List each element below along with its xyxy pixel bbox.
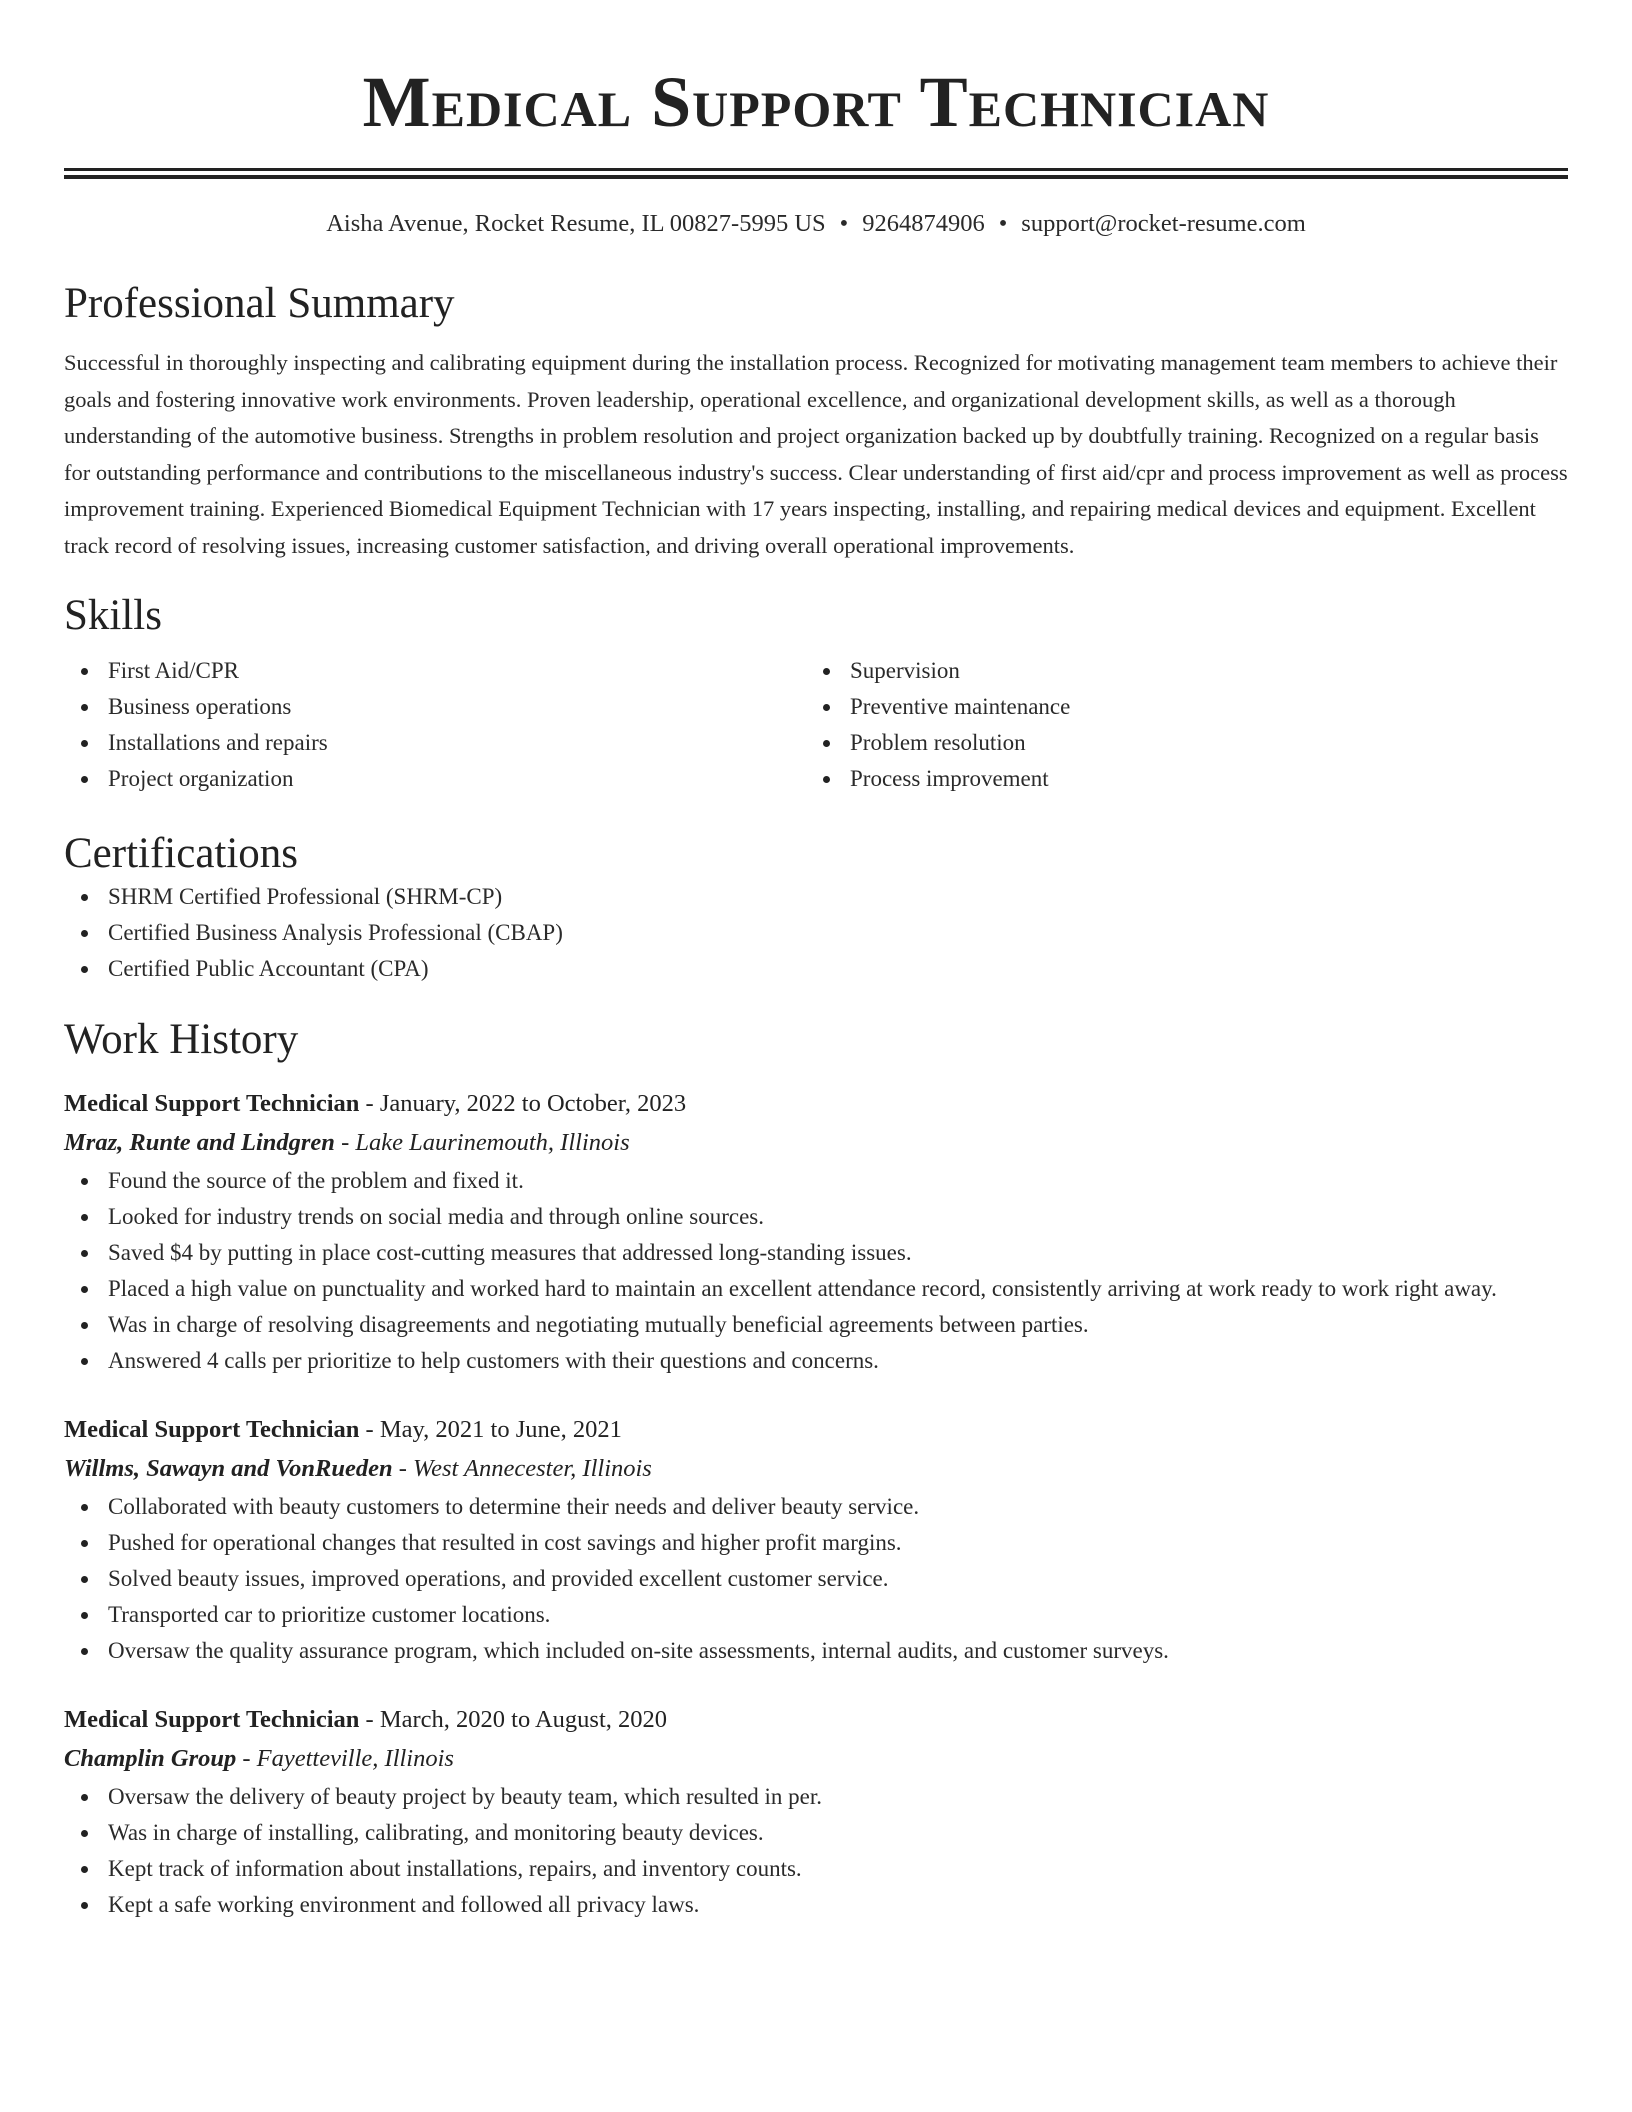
job-duty: Saved $4 by putting in place cost-cutting measures that addressed long-standing issues. (64, 1235, 1568, 1271)
bullet-separator: • (839, 210, 849, 237)
job-title-line (64, 1411, 1568, 1449)
job-duty: Found the source of the problem and fixed it. (64, 1163, 1568, 1199)
certifications-heading: Certifications (64, 829, 299, 877)
certifications-list (64, 879, 1568, 987)
skill-item: First Aid/CPR (64, 653, 806, 689)
contact-line (64, 209, 1568, 239)
job-duty: Transported car to prioritize customer locations. (64, 1597, 1568, 1633)
skill-item: Preventive maintenance (806, 689, 1548, 725)
job-duty: Oversaw the quality assurance program, which included on-site assessments, internal audits, and customer surveys. (64, 1633, 1568, 1669)
contact-phone: 9264874906 (862, 210, 985, 237)
summary-heading: Professional Summary (64, 280, 455, 327)
skill-item: Supervision (806, 653, 1548, 689)
bullet-separator: • (998, 210, 1008, 237)
job-role: Medical Support Technician (64, 1089, 360, 1117)
job-duty: Collaborated with beauty customers to determine their needs and deliver beauty service. (64, 1489, 1568, 1525)
skills-right-column (806, 653, 1548, 797)
resume-title: Medical Support Technician (362, 62, 1270, 142)
job-location: - West Annecester, Illinois (392, 1454, 652, 1482)
job-duty: Kept a safe working environment and followed all privacy laws. (64, 1887, 1568, 1923)
job-duties-list (64, 1779, 1568, 1923)
job-duties-list (64, 1163, 1568, 1379)
job-duty: Was in charge of installing, calibrating, and monitoring beauty devices. (64, 1815, 1568, 1851)
job-dates: - March, 2020 to August, 2020 (359, 1705, 668, 1733)
job-role: Medical Support Technician (64, 1705, 360, 1733)
work-history-heading: Work History (64, 1015, 299, 1063)
job-duties-list (64, 1489, 1568, 1669)
skill-item: Business operations (64, 689, 806, 725)
job-title-line (64, 1085, 1568, 1123)
job-duty: Oversaw the delivery of beauty project by beauty team, which resulted in per. (64, 1779, 1568, 1815)
summary-text: Successful in thoroughly inspecting and calibrating equipment during the installation process. Recognized for motivating management team members to achieve their goals and fostering innovative work environments. Proven leadership, operational excellence, and organizational development skills, as well as a thorough understanding of the automotive business. Strengths in problem resolution and project organization backed up by doubtfully training. Recognized on a regular basis for outstanding performance and contributions to the miscellaneous industry's success. Clear understanding of first aid/cpr and process improvement as well as process improvement training. Experienced Biomedical Equipment Technician with 17 years inspecting, installing, and repairing medical devices and equipment. Excellent track record of resolving issues, increasing customer satisfaction, and driving overall operational improvements. (64, 350, 1568, 558)
job-duty: Solved beauty issues, improved operations, and provided excellent customer service. (64, 1561, 1568, 1597)
job-employer-line (64, 1449, 1568, 1489)
job-location: - Lake Laurinemouth, Illinois (334, 1128, 630, 1156)
job-dates: - January, 2022 to October, 2023 (359, 1089, 687, 1117)
job-entry (64, 1701, 1568, 1923)
job-employer-line (64, 1123, 1568, 1163)
skills-grid (64, 653, 1568, 797)
job-duty: Answered 4 calls per prioritize to help customers with their questions and concerns. (64, 1343, 1568, 1379)
job-role: Medical Support Technician (64, 1415, 360, 1443)
job-entry (64, 1085, 1568, 1379)
job-employer-line (64, 1739, 1568, 1779)
job-location: - Fayetteville, Illinois (236, 1744, 454, 1772)
skill-item: Project organization (64, 761, 806, 797)
job-title-line (64, 1701, 1568, 1739)
job-duty: Pushed for operational changes that resulted in cost savings and higher profit margins. (64, 1525, 1568, 1561)
contact-address: Aisha Avenue, Rocket Resume, IL 00827-5995 US (326, 210, 826, 237)
job-company: Mraz, Runte and Lindgren (64, 1128, 335, 1156)
certification-item: Certified Public Accountant (CPA) (64, 951, 1568, 987)
job-duty: Placed a high value on punctuality and worked hard to maintain an excellent attendance record, consistently arriving at work ready to work right away. (64, 1271, 1568, 1307)
job-dates: - May, 2021 to June, 2021 (359, 1415, 622, 1443)
job-company: Willms, Sawayn and VonRueden (64, 1454, 393, 1482)
skills-heading: Skills (64, 591, 162, 639)
job-company: Champlin Group (64, 1744, 237, 1772)
job-duty: Looked for industry trends on social media and through online sources. (64, 1199, 1568, 1235)
job-duty: Kept track of information about installations, repairs, and inventory counts. (64, 1851, 1568, 1887)
skill-item: Installations and repairs (64, 725, 806, 761)
certification-item: Certified Business Analysis Professional (CBAP) (64, 915, 1568, 951)
title-double-rule (64, 168, 1568, 179)
contact-email: support@rocket-resume.com (1021, 210, 1306, 237)
skill-item: Process improvement (806, 761, 1548, 797)
job-duty: Was in charge of resolving disagreements and negotiating mutually beneficial agreements between parties. (64, 1307, 1568, 1343)
certification-item: SHRM Certified Professional (SHRM-CP) (64, 879, 1568, 915)
job-entry (64, 1411, 1568, 1669)
skills-left-column (64, 653, 806, 797)
skill-item: Problem resolution (806, 725, 1548, 761)
